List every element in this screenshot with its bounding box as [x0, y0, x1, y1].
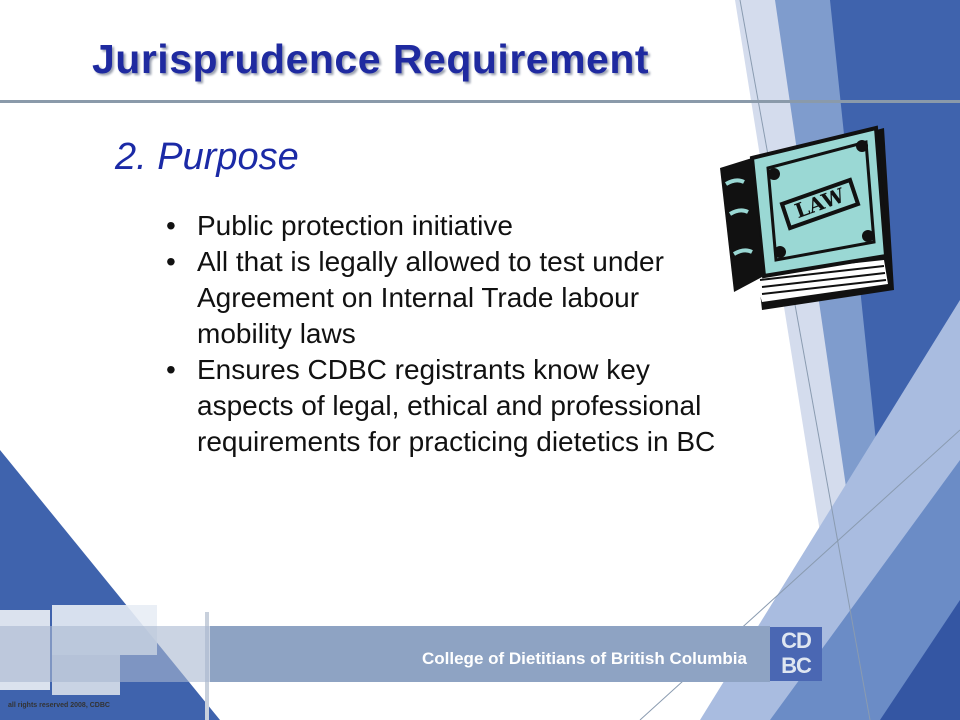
bullet-list	[160, 208, 720, 460]
bullet-item: • All that is legally allowed to test under Agreement on Internal Trade labour mobility laws	[160, 244, 720, 352]
slide-title: Jurisprudence Requirement	[92, 36, 650, 82]
copyright-notice: all rights reserved 2008, CDBC	[8, 702, 110, 709]
logo-text-bottom: BC	[781, 653, 811, 678]
organization-name: College of Dietitians of British Columbia	[422, 649, 747, 668]
law-label: LAW	[791, 183, 848, 224]
bullet-item: • Ensures CDBC registrants know key aspects of legal, ethical and professional requirements for practicing dietetics in BC	[160, 352, 720, 460]
title-divider	[0, 100, 960, 103]
bullet-item: • Public protection initiative	[160, 208, 720, 244]
logo-text-top: CD	[781, 628, 811, 653]
law-book-icon	[716, 124, 896, 310]
section-heading: 2. Purpose	[115, 136, 299, 178]
